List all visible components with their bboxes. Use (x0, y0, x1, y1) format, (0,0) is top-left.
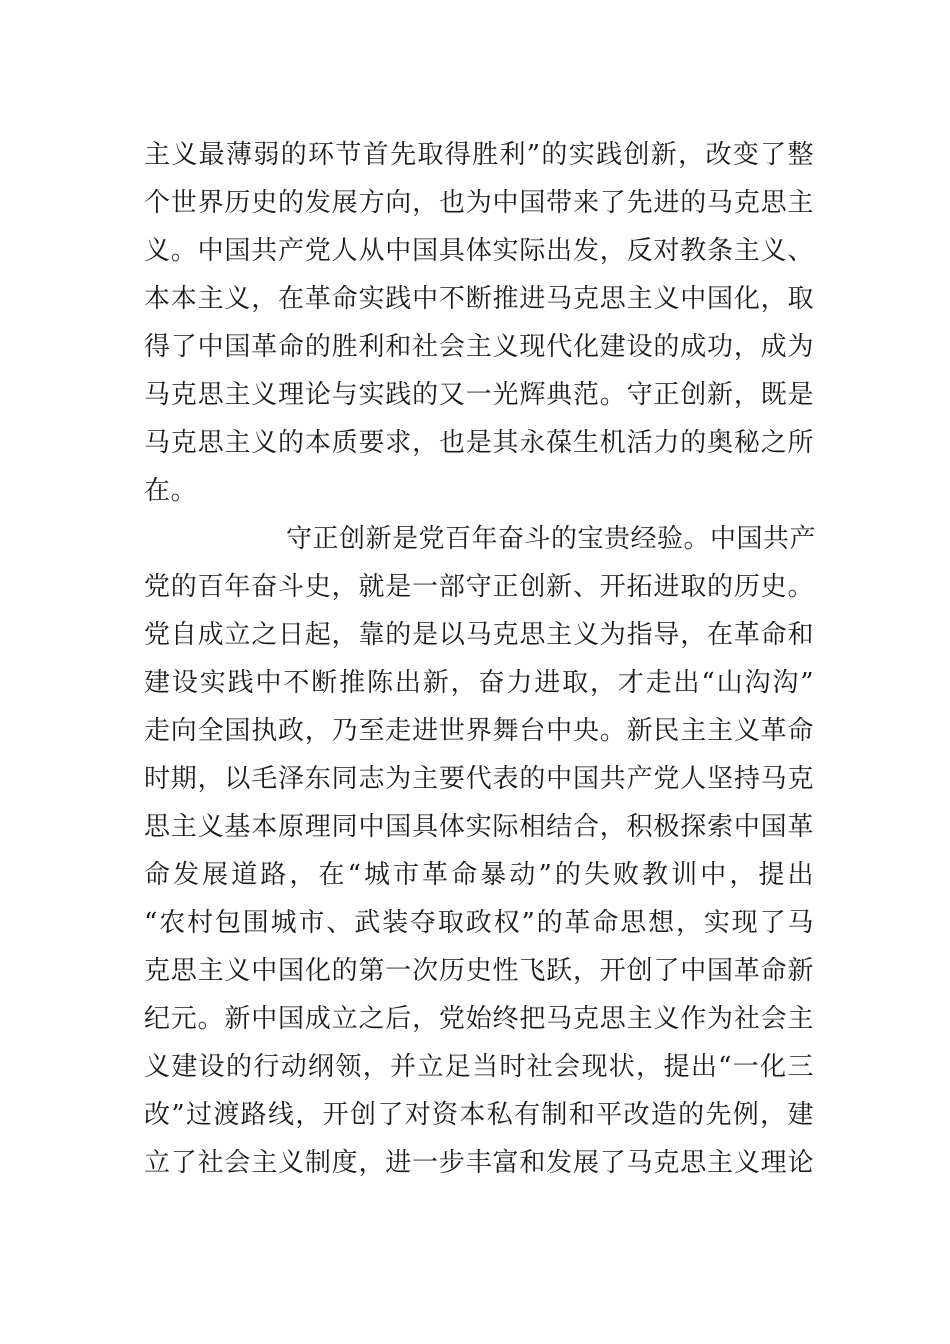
text-line: 时期，以毛泽东同志为主要代表的中国共产党人坚持马克 (144, 764, 814, 794)
text-line: 在。 (144, 476, 198, 506)
paragraph-2 (144, 515, 817, 1187)
paragraph-1 (144, 131, 814, 515)
text-line: 党自成立之日起，靠的是以马克思主义为指导，在革命和 (144, 620, 814, 650)
text-line-indented: 守正创新是党百年奋斗的宝贵经验。中国共产 (286, 524, 817, 554)
text-line: 主义最薄弱的环节首先取得胜利”的实践创新，改变了整 (144, 140, 814, 170)
text-line: 得了中国革命的胜利和社会主义现代化建设的成功，成为 (144, 332, 814, 362)
text-line: 建设实践中不断推陈出新，奋力进取，才走出“山沟沟” (144, 668, 814, 698)
text-line: 走向全国执政，乃至走进世界舞台中央。新民主主义革命 (144, 716, 814, 746)
text-line: 立了社会主义制度，进一步丰富和发展了马克思主义理论 (144, 1148, 814, 1178)
text-line: 克思主义中国化的第一次历史性飞跃，开创了中国革命新 (144, 956, 814, 986)
text-line: 纪元。新中国成立之后，党始终把马克思主义作为社会主 (144, 1004, 814, 1034)
text-line: 命发展道路，在“城市革命暴动”的失败教训中，提出 (144, 860, 814, 890)
text-line: “农村包围城市、武装夺取政权”的革命思想，实现了马 (144, 908, 814, 938)
text-line: 马克思主义理论与实践的又一光辉典范。守正创新，既是 (144, 380, 814, 410)
text-line: 本本主义，在革命实践中不断推进马克思主义中国化，取 (144, 284, 814, 314)
text-line: 义。中国共产党人从中国具体实际出发，反对教条主义、 (144, 236, 814, 266)
text-line: 思主义基本原理同中国具体实际相结合，积极探索中国革 (144, 812, 814, 842)
text-line: 马克思主义的本质要求，也是其永葆生机活力的奥秘之所 (144, 428, 814, 458)
text-line: 义建设的行动纲领，并立足当时社会现状，提出“一化三 (144, 1052, 814, 1082)
text-line: 改”过渡路线，开创了对资本私有制和平改造的先例，建 (144, 1100, 814, 1130)
text-line: 党的百年奋斗史，就是一部守正创新、开拓进取的历史。 (144, 572, 814, 602)
document-body (144, 131, 817, 1187)
text-line: 个世界历史的发展方向，也为中国带来了先进的马克思主 (144, 188, 814, 218)
